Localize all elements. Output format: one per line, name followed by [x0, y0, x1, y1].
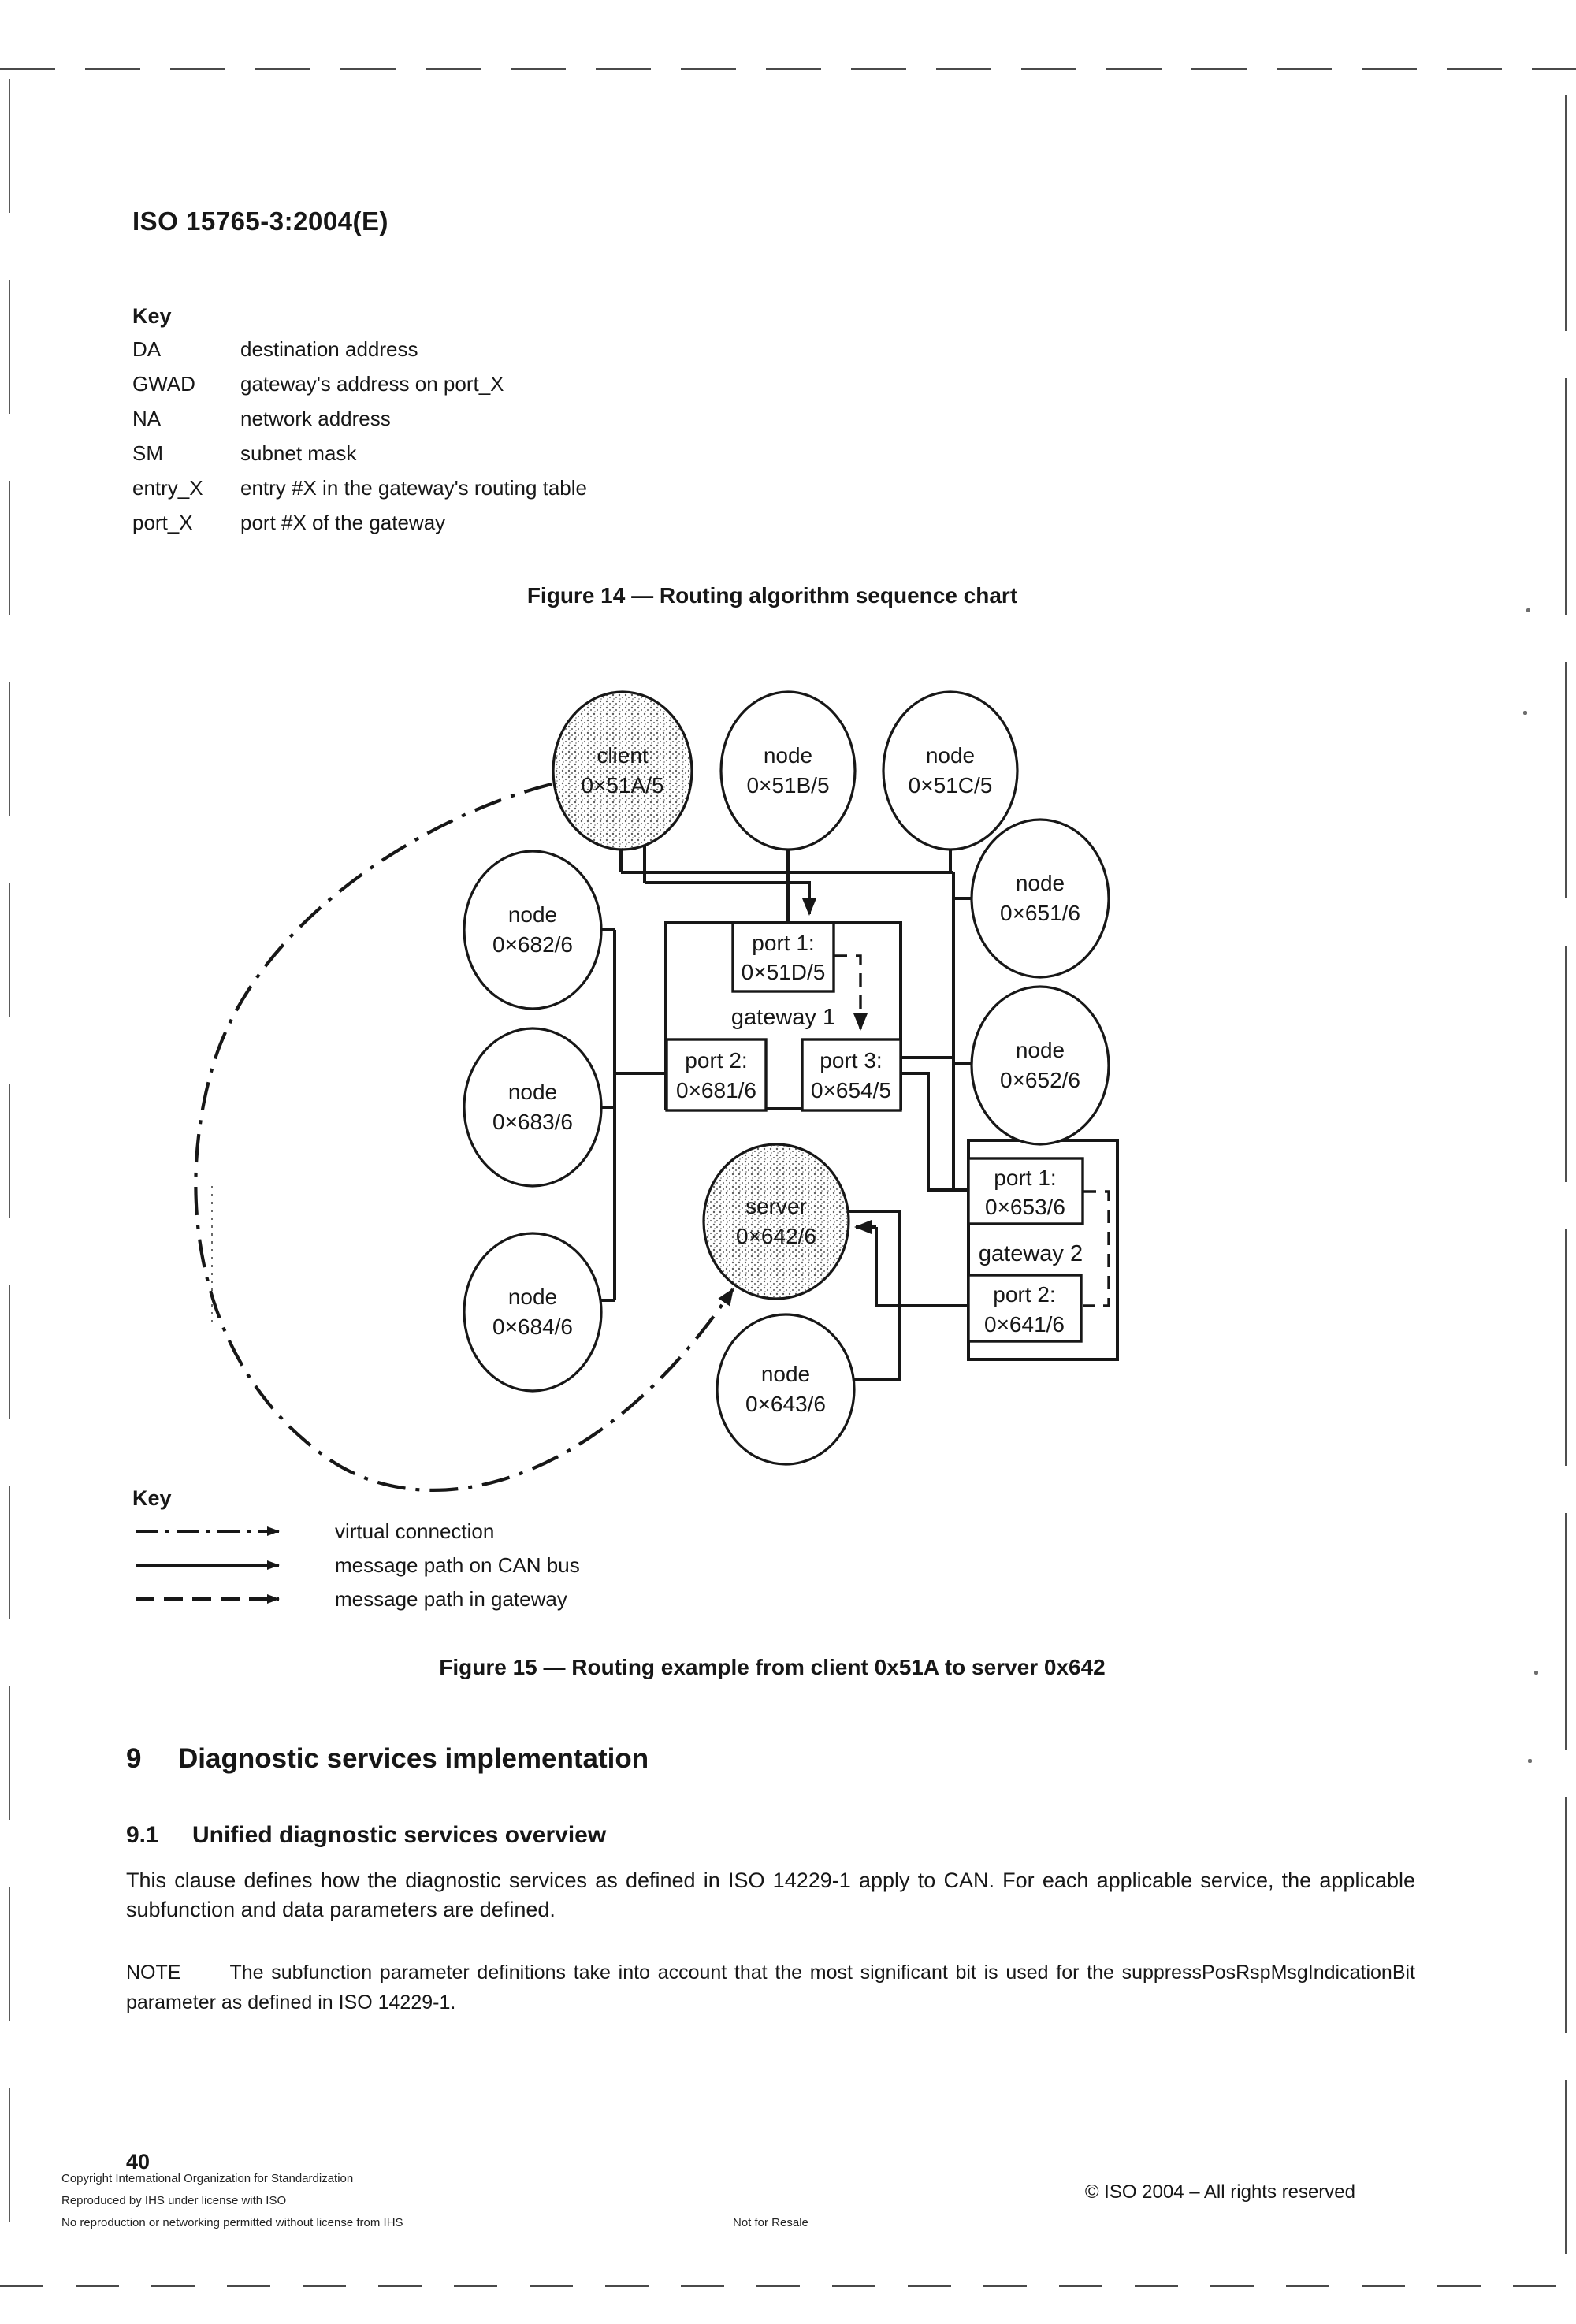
node-684-line2: 0×684/6: [492, 1314, 573, 1339]
gateway1-port1-line2: 0×51D/5: [741, 960, 826, 984]
gateway1-port2-line1: port 2:: [685, 1048, 748, 1073]
body-paragraph: This clause defines how the diagnostic services as defined in ISO 14229-1 apply to CAN. For each applicable service, the applicable subfunction and data parameters are defined.: [126, 1868, 1415, 1921]
legend-row-can-bus: [132, 1553, 580, 1577]
server-node-line1: server: [745, 1194, 807, 1218]
legend-label: message path in gateway: [335, 1586, 567, 1611]
abbrev-key-title: Key: [132, 304, 172, 328]
scan-speck: [1523, 711, 1527, 715]
legend-label: message path on CAN bus: [335, 1552, 580, 1577]
node-643-line2: 0×643/6: [745, 1392, 826, 1416]
node-684-line1: node: [507, 1285, 558, 1309]
node-683-line2: 0×683/6: [492, 1110, 573, 1134]
note-text: The subfunction parameter definitions take into account that the most significant bit is used for the suppressPosRspMsgIndicationBit parameter as defined in ISO 14229-1.: [126, 1961, 1415, 2014]
node-652-line2: 0×652/6: [1000, 1068, 1080, 1092]
node-682-circle: [464, 851, 601, 1009]
node-682-line2: 0×682/6: [492, 932, 573, 957]
footer-copyright-line: Reproduced by IHS under license with ISO: [61, 2194, 287, 2207]
gateway2-port2-line2: 0×641/6: [984, 1312, 1065, 1337]
scan-speck: [1528, 1759, 1532, 1763]
note-paragraph: [126, 1958, 1415, 2017]
node-651-circle: [972, 820, 1109, 977]
abbrev-definition: entry #X in the gateway's routing table: [240, 476, 588, 500]
abbrev-key-row: [132, 337, 418, 362]
gateway1-port3-line2: 0×654/5: [811, 1078, 891, 1103]
scan-edge-bottom: [0, 2285, 1576, 2287]
abbrev-term: port_X: [132, 511, 193, 534]
abbrev-term: GWAD: [132, 372, 195, 396]
legend-row-gateway-path: [132, 1587, 567, 1611]
node-682-line1: node: [507, 902, 558, 927]
gateway2-to-server-line: [876, 1227, 968, 1306]
node-51c-line2: 0×51C/5: [908, 773, 993, 798]
node-51c-circle: [883, 692, 1017, 850]
node-643-line1: node: [760, 1362, 811, 1386]
legend-label: virtual connection: [335, 1519, 495, 1543]
abbrev-key-row: [132, 372, 504, 396]
abbrev-term: entry_X: [132, 476, 203, 500]
section-9-1-title: Unified diagnostic services overview: [192, 1822, 607, 1848]
node-51b-line1: node: [763, 743, 813, 768]
section-9-1-heading: [126, 1822, 606, 1849]
footer-not-for-resale: Not for Resale: [733, 2216, 808, 2229]
client-node-line1: client: [597, 743, 649, 768]
node-651-line2: 0×651/6: [1000, 901, 1080, 925]
figure14-caption: Figure 14 — Routing algorithm sequence chart: [526, 583, 1018, 608]
abbrev-term: SM: [132, 441, 163, 465]
node-683-line1: node: [507, 1080, 558, 1104]
gateway2-label: gateway 2: [978, 1241, 1084, 1266]
abbrev-key-row: [132, 511, 445, 535]
port3-to-gateway2-line: [901, 1073, 968, 1190]
gateway2-port1-line2: 0×653/6: [985, 1195, 1065, 1219]
gateway1-port3-line1: port 3:: [820, 1048, 883, 1073]
abbrev-definition: port #X of the gateway: [240, 511, 446, 534]
abbrev-key-row: [132, 441, 356, 466]
gateway2-internal-path: [1083, 1192, 1109, 1306]
virtual-connection-line-sample: [132, 1524, 302, 1538]
gateway1-port2-line2: 0×681/6: [676, 1078, 756, 1103]
scan-edge-right: [1565, 95, 1567, 2254]
abbrev-definition: destination address: [240, 337, 418, 361]
scan-edge-left: [9, 79, 10, 2254]
figure15-caption: Figure 15 — Routing example from client 0x51A to server 0x642: [439, 1655, 1106, 1679]
footer-copyright-line: No reproduction or networking permitted without license from IHS: [61, 2216, 403, 2229]
page-number: 40: [126, 2150, 151, 2173]
node-652-circle: [972, 987, 1109, 1144]
node-651-line1: node: [1015, 871, 1065, 895]
server-node-line2: 0×642/6: [736, 1224, 816, 1248]
node-51b-line2: 0×51B/5: [746, 773, 830, 798]
legend-row-virtual: [132, 1519, 494, 1543]
section-9-heading: [126, 1743, 649, 1775]
abbrev-key-row: [132, 476, 587, 500]
node-643-circle: [717, 1314, 854, 1464]
client-node-circle: [553, 692, 692, 850]
virtual-connection-arc: [195, 784, 733, 1490]
node-683-circle: [464, 1028, 601, 1186]
section-9-title: Diagnostic services implementation: [178, 1743, 649, 1774]
footer-copyright-notice: © ISO 2004 – All rights reserved: [1084, 2181, 1355, 2203]
abbrev-definition: network address: [240, 407, 391, 430]
routing-diagram: [181, 678, 1277, 1560]
abbrev-term: NA: [132, 407, 162, 430]
node-652-line1: node: [1015, 1038, 1065, 1062]
gateway1-label: gateway 1: [730, 1005, 836, 1030]
gateway2-port1-line1: port 1:: [994, 1166, 1057, 1190]
bus-to-gateway1-arrow-line: [645, 883, 809, 914]
node-51b-circle: [721, 692, 855, 850]
node-51c-line1: node: [925, 743, 976, 768]
node-684-circle: [464, 1233, 601, 1391]
abbrev-term: DA: [132, 337, 162, 361]
abbrev-definition: gateway's address on port_X: [240, 372, 504, 396]
gateway-path-line-sample: [132, 1592, 302, 1606]
section-9-number: 9: [126, 1743, 142, 1774]
abbrev-definition: subnet mask: [240, 441, 357, 465]
can-bus-line-sample: [132, 1558, 302, 1572]
abbrev-key-row: [132, 407, 391, 431]
gateway1-port1-line1: port 1:: [752, 931, 815, 955]
scan-speck: [1526, 608, 1530, 612]
document-header: ISO 15765-3:2004(E): [132, 206, 389, 236]
note-label: NOTE: [126, 1961, 181, 1984]
scan-speck: [1534, 1671, 1538, 1675]
gateway1-internal-path: [834, 956, 860, 1029]
client-node-line2: 0×51A/5: [581, 773, 664, 798]
gateway2-port2-line1: port 2:: [993, 1282, 1056, 1307]
legend-title: Key: [132, 1486, 172, 1510]
section-9-1-number: 9.1: [126, 1822, 159, 1848]
server-node-circle: [704, 1144, 849, 1299]
footer-copyright-line: Copyright International Organization for Standardization: [61, 2172, 354, 2185]
scan-edge-top: [0, 68, 1576, 70]
